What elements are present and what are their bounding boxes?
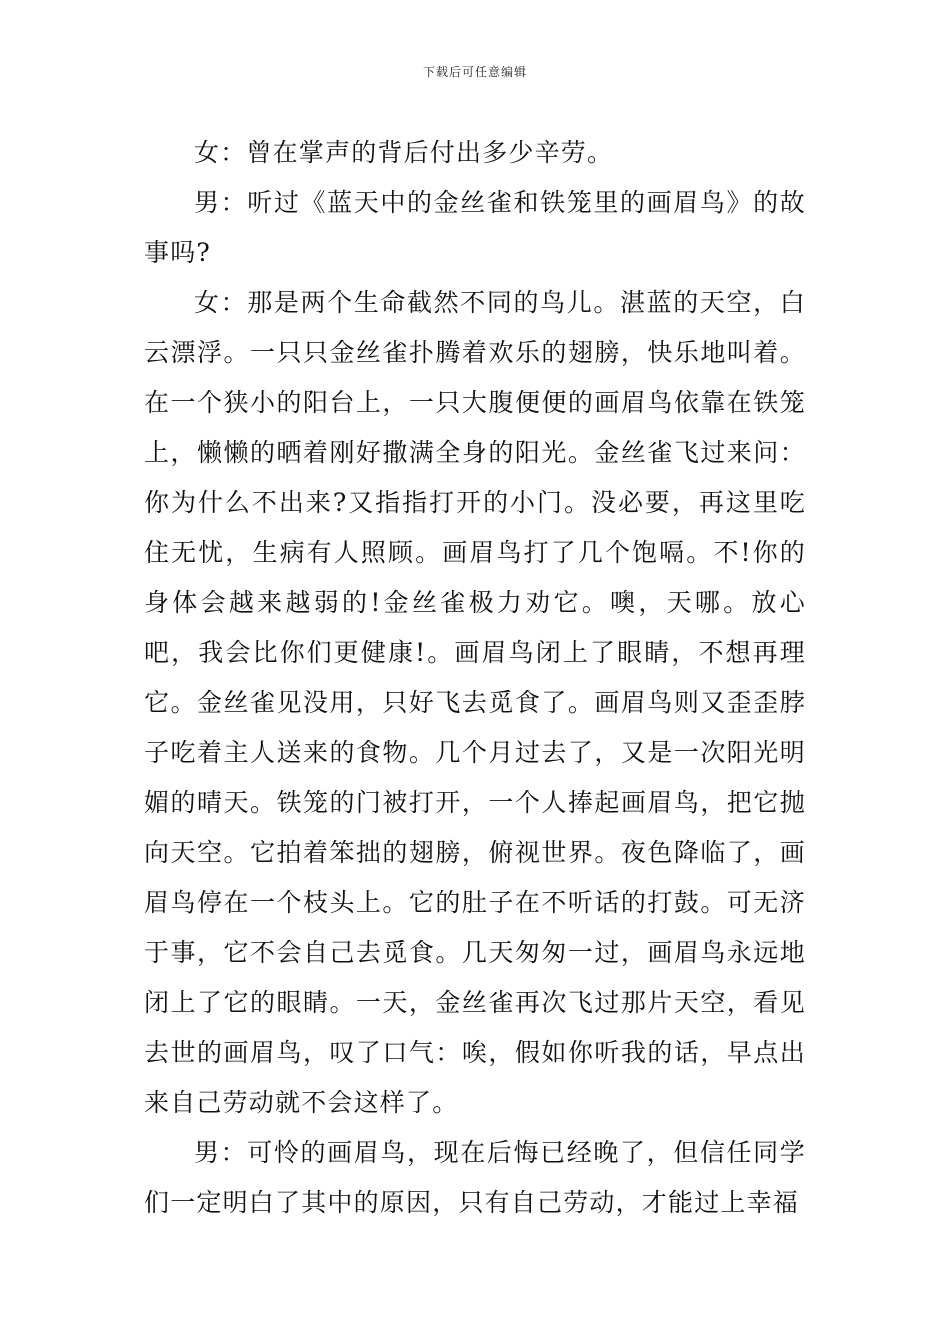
document-body <box>144 128 806 1228</box>
paragraph-male-line-2: 男：可怜的画眉鸟，现在后悔已经晚了，但信任同学们一定明白了其中的原因，只有自己劳动，才能过上幸福 <box>144 1138 806 1217</box>
page-header: 下载后可任意编辑 <box>422 65 527 79</box>
paragraph-male-line-1: 男：听过《蓝天中的金丝雀和铁笼里的画眉鸟》的故事吗? <box>144 188 806 267</box>
paragraph-female-line-1: 女：曾在掌声的背后付出多少辛劳。 <box>194 138 614 167</box>
paragraph-female-story: 女：那是两个生命截然不同的鸟儿。湛蓝的天空，白云漂浮。一只只金丝雀扑腾着欢乐的翅膀，快乐地叫着。在一个狭小的阳台上，一只大腹便便的画眉鸟依靠在铁笼上，懒懒的晒着刚好撒满全身的阳光。金丝雀飞过来问：你为什么不出来?又指指打开的小门。没必要，再这里吃住无忧，生病有人照顾。画眉鸟打了几个饱嗝。不!你的身体会越来越弱的!金丝雀极力劝它。噢，天哪。放心吧，我会比你们更健康!。画眉鸟闭上了眼睛，不想再理它。金丝雀见没用，只好飞去觅食了。画眉鸟则又歪歪脖子吃着主人送来的食物。几个月过去了，又是一次阳光明媚的晴天。铁笼的门被打开，一个人捧起画眉鸟，把它抛向天空。它拍着笨拙的翅膀，俯视世界。夜色降临了，画眉鸟停在一个枝头上。它的肚子在不听话的打鼓。可无济于事，它不会自己去觅食。几天匆匆一过，画眉鸟永远地闭上了它的眼睛。一天，金丝雀再次飞过那片天空，看见去世的画眉鸟，叹了口气：唉，假如你听我的话，早点出来自己劳动就不会这样了。 <box>144 288 806 1117</box>
